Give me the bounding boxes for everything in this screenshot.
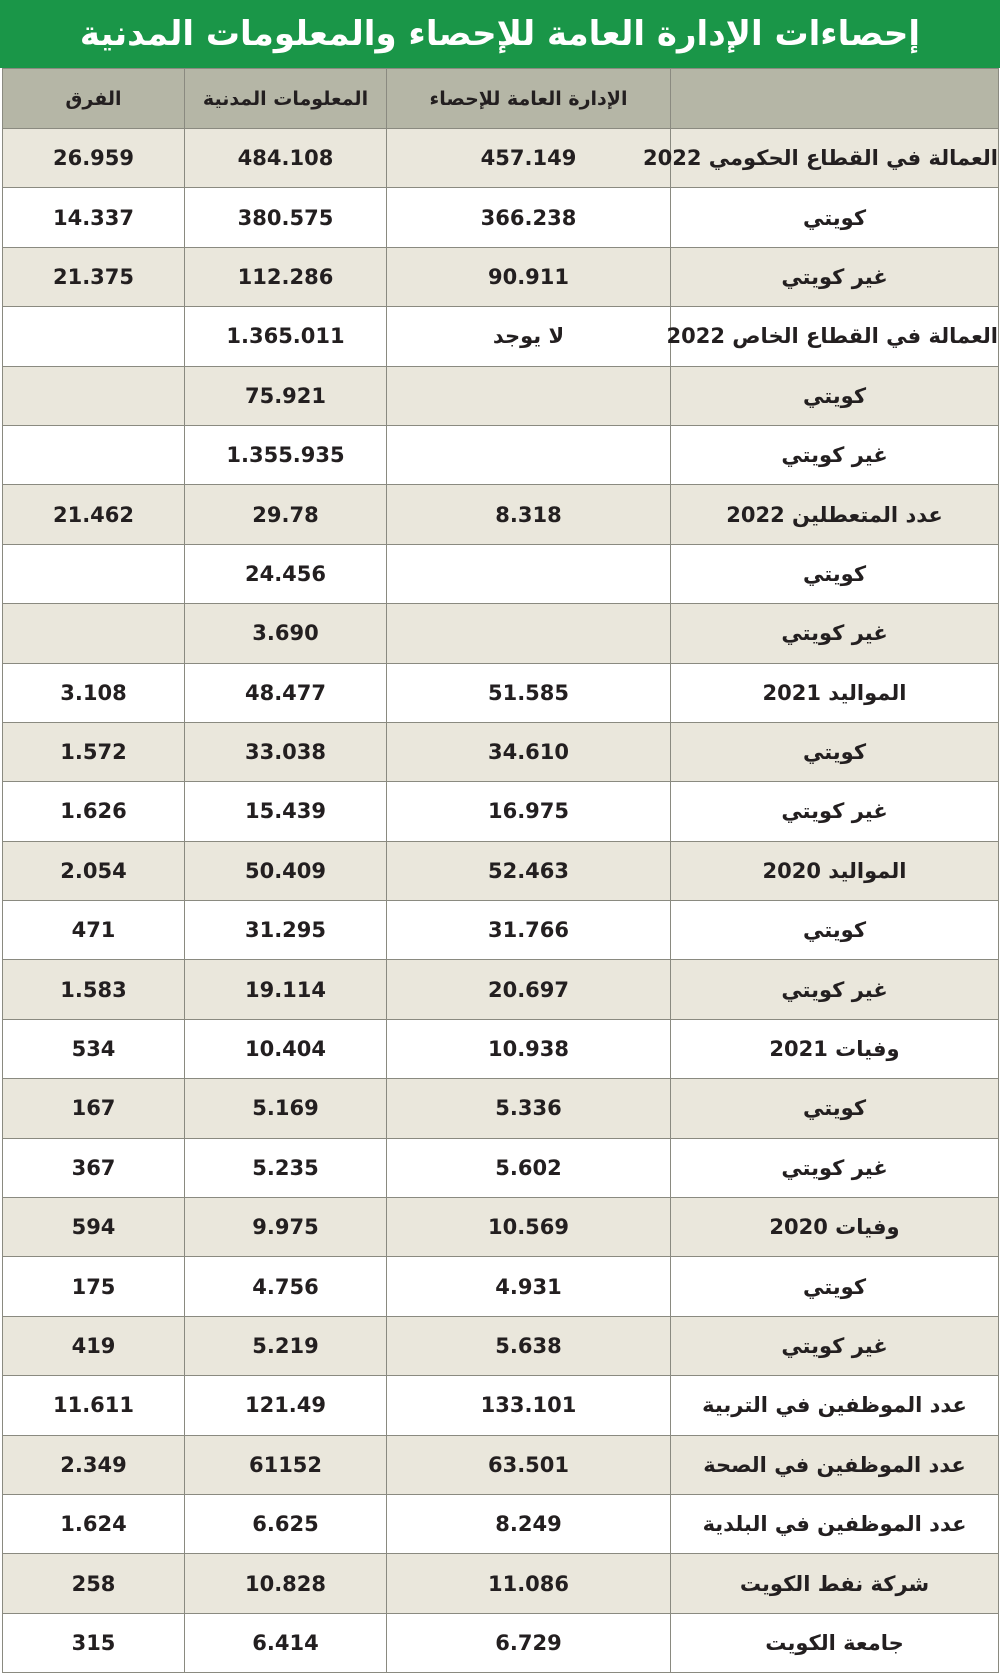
- table-row: [3, 960, 999, 1019]
- stat-bureau-value: 90.911: [387, 247, 671, 306]
- civil-information-value: 380.575: [185, 188, 387, 247]
- civil-information-value: 484.108: [185, 129, 387, 188]
- difference-value: 534: [3, 1019, 185, 1078]
- difference-value: 2.054: [3, 841, 185, 900]
- table-row: [3, 1613, 999, 1672]
- stat-bureau-value: 5.602: [387, 1138, 671, 1197]
- header-stat-bureau: الإدارة العامة للإحصاء: [387, 69, 671, 129]
- difference-value: 1.572: [3, 722, 185, 781]
- civil-information-value: 6.414: [185, 1613, 387, 1672]
- civil-information-value: 10.828: [185, 1554, 387, 1613]
- stat-bureau-value: 16.975: [387, 782, 671, 841]
- table-row: [3, 663, 999, 722]
- difference-value: 26.959: [3, 129, 185, 188]
- difference-value: [3, 425, 185, 484]
- row-label: عدد الموظفين في البلدية: [671, 1494, 999, 1553]
- row-label: كويتي: [671, 188, 999, 247]
- difference-value: 315: [3, 1613, 185, 1672]
- table-row: [3, 1198, 999, 1257]
- difference-value: 14.337: [3, 188, 185, 247]
- row-label: جامعة الكويت: [671, 1613, 999, 1672]
- row-label: غير كويتي: [671, 1316, 999, 1375]
- header-difference: الفرق: [3, 69, 185, 129]
- difference-value: 11.611: [3, 1376, 185, 1435]
- stat-bureau-value: 11.086: [387, 1554, 671, 1613]
- table-row: [3, 247, 999, 306]
- table-row: [3, 722, 999, 781]
- difference-value: [3, 366, 185, 425]
- stat-bureau-value: [387, 544, 671, 603]
- stat-bureau-value: لا يوجد: [387, 307, 671, 366]
- table-row: [3, 841, 999, 900]
- stat-bureau-value: 133.101: [387, 1376, 671, 1435]
- table-row: [3, 1138, 999, 1197]
- statistics-table: [2, 68, 999, 1673]
- civil-information-value: 50.409: [185, 841, 387, 900]
- row-label: عدد الموظفين في الصحة: [671, 1435, 999, 1494]
- table-body: [3, 129, 999, 1673]
- stat-bureau-value: 6.729: [387, 1613, 671, 1672]
- table-row: [3, 366, 999, 425]
- stat-bureau-value: 10.938: [387, 1019, 671, 1078]
- row-label: عدد المتعطلين 2022: [671, 485, 999, 544]
- difference-value: 367: [3, 1138, 185, 1197]
- difference-value: 21.375: [3, 247, 185, 306]
- civil-information-value: 61152: [185, 1435, 387, 1494]
- civil-information-value: 121.49: [185, 1376, 387, 1435]
- table-row: [3, 1494, 999, 1553]
- civil-information-value: 9.975: [185, 1198, 387, 1257]
- table-row: [3, 307, 999, 366]
- difference-value: 471: [3, 901, 185, 960]
- row-label: شركة نفط الكويت: [671, 1554, 999, 1613]
- stat-bureau-value: 20.697: [387, 960, 671, 1019]
- page-title: إحصاءات الإدارة العامة للإحصاء والمعلومات المدنية: [0, 0, 1000, 68]
- table-row: [3, 1257, 999, 1316]
- civil-information-value: 6.625: [185, 1494, 387, 1553]
- table-row: [3, 485, 999, 544]
- stat-bureau-value: 51.585: [387, 663, 671, 722]
- row-label: كويتي: [671, 544, 999, 603]
- difference-value: [3, 544, 185, 603]
- stat-bureau-value: [387, 366, 671, 425]
- stat-bureau-value: 8.318: [387, 485, 671, 544]
- table-row: [3, 901, 999, 960]
- stat-bureau-value: 8.249: [387, 1494, 671, 1553]
- civil-information-value: 5.235: [185, 1138, 387, 1197]
- table-row: [3, 129, 999, 188]
- table-row: [3, 782, 999, 841]
- stat-bureau-value: 5.336: [387, 1079, 671, 1138]
- table-row: [3, 1316, 999, 1375]
- civil-information-value: 24.456: [185, 544, 387, 603]
- row-label: غير كويتي: [671, 247, 999, 306]
- difference-value: [3, 307, 185, 366]
- civil-information-value: 4.756: [185, 1257, 387, 1316]
- row-label: عدد الموظفين في التربية: [671, 1376, 999, 1435]
- stat-bureau-value: 31.766: [387, 901, 671, 960]
- civil-information-value: 31.295: [185, 901, 387, 960]
- civil-information-value: 1.365.011: [185, 307, 387, 366]
- difference-value: [3, 604, 185, 663]
- stat-bureau-value: 52.463: [387, 841, 671, 900]
- table-row: [3, 1079, 999, 1138]
- difference-value: 419: [3, 1316, 185, 1375]
- row-label: وفيات 2020: [671, 1198, 999, 1257]
- civil-information-value: 19.114: [185, 960, 387, 1019]
- civil-information-value: 3.690: [185, 604, 387, 663]
- table-row: [3, 1554, 999, 1613]
- header-civil-information: المعلومات المدنية: [185, 69, 387, 129]
- stat-bureau-value: 5.638: [387, 1316, 671, 1375]
- civil-information-value: 48.477: [185, 663, 387, 722]
- table-row: [3, 1376, 999, 1435]
- civil-information-value: 112.286: [185, 247, 387, 306]
- row-label: كويتي: [671, 1257, 999, 1316]
- row-label: المواليد 2020: [671, 841, 999, 900]
- difference-value: 258: [3, 1554, 185, 1613]
- row-label: كويتي: [671, 366, 999, 425]
- row-label: غير كويتي: [671, 604, 999, 663]
- stat-bureau-value: [387, 604, 671, 663]
- difference-value: 1.583: [3, 960, 185, 1019]
- stat-bureau-value: 63.501: [387, 1435, 671, 1494]
- row-label: كويتي: [671, 1079, 999, 1138]
- table-row: [3, 1019, 999, 1078]
- civil-information-value: 29.78: [185, 485, 387, 544]
- difference-value: 2.349: [3, 1435, 185, 1494]
- row-label: غير كويتي: [671, 1138, 999, 1197]
- table-row: [3, 188, 999, 247]
- stat-bureau-value: 366.238: [387, 188, 671, 247]
- stat-bureau-value: 34.610: [387, 722, 671, 781]
- row-label: كويتي: [671, 901, 999, 960]
- difference-value: 1.626: [3, 782, 185, 841]
- stat-bureau-value: [387, 425, 671, 484]
- row-label: العمالة في القطاع الخاص 2022: [671, 307, 999, 366]
- civil-information-value: 33.038: [185, 722, 387, 781]
- header-label-column: [671, 69, 999, 129]
- row-label: غير كويتي: [671, 425, 999, 484]
- table-row: [3, 425, 999, 484]
- difference-value: 175: [3, 1257, 185, 1316]
- difference-value: 1.624: [3, 1494, 185, 1553]
- row-label: وفيات 2021: [671, 1019, 999, 1078]
- civil-information-value: 1.355.935: [185, 425, 387, 484]
- stat-bureau-value: 10.569: [387, 1198, 671, 1257]
- row-label: غير كويتي: [671, 782, 999, 841]
- difference-value: 167: [3, 1079, 185, 1138]
- row-label: غير كويتي: [671, 960, 999, 1019]
- difference-value: 594: [3, 1198, 185, 1257]
- difference-value: 3.108: [3, 663, 185, 722]
- header-row: [3, 69, 999, 129]
- row-label: المواليد 2021: [671, 663, 999, 722]
- row-label: العمالة في القطاع الحكومي 2022: [671, 129, 999, 188]
- row-label: كويتي: [671, 722, 999, 781]
- table-row: [3, 544, 999, 603]
- stat-bureau-value: 457.149: [387, 129, 671, 188]
- table-header: [3, 69, 999, 129]
- civil-information-value: 5.169: [185, 1079, 387, 1138]
- civil-information-value: 5.219: [185, 1316, 387, 1375]
- civil-information-value: 15.439: [185, 782, 387, 841]
- difference-value: 21.462: [3, 485, 185, 544]
- table-row: [3, 1435, 999, 1494]
- civil-information-value: 75.921: [185, 366, 387, 425]
- table-row: [3, 604, 999, 663]
- stat-bureau-value: 4.931: [387, 1257, 671, 1316]
- civil-information-value: 10.404: [185, 1019, 387, 1078]
